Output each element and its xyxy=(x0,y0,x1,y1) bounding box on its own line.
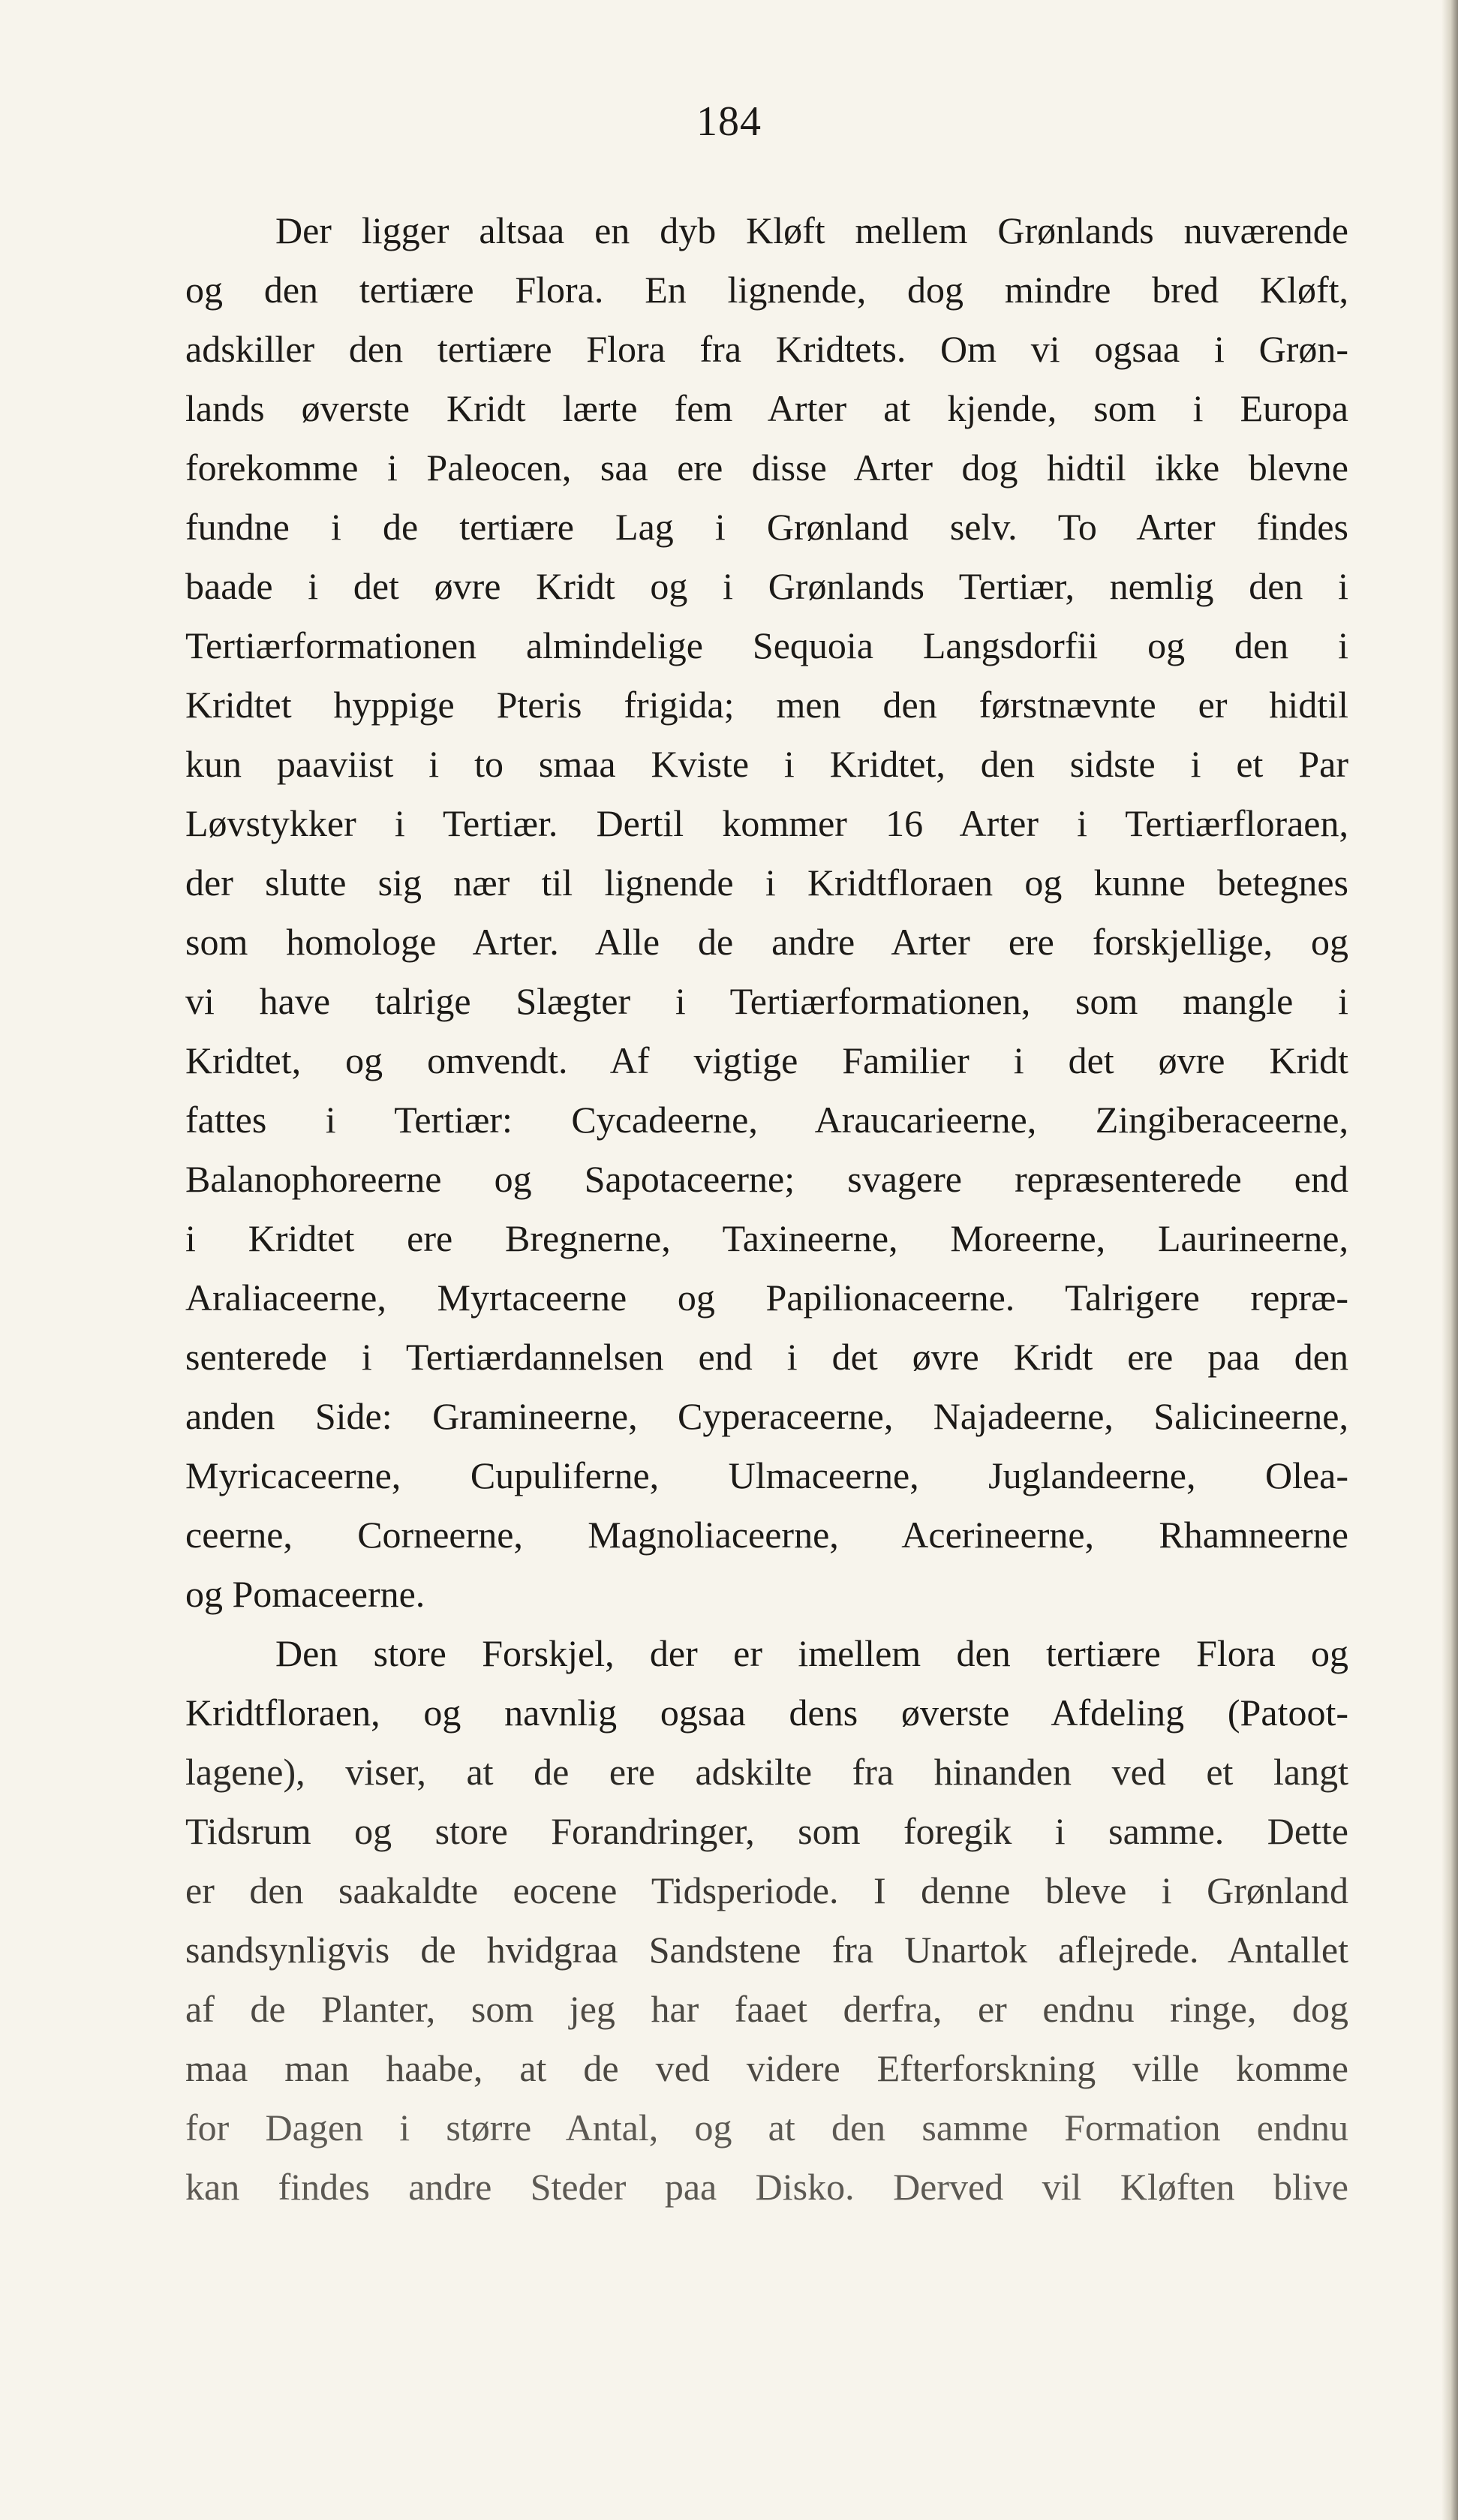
text-line: der slutte sig nær til lignende i Kridtfloraen og kunne betegnes xyxy=(185,862,1348,904)
page-number: 184 xyxy=(696,98,762,145)
text-line: Kridtet, og omvendt. Af vigtige Familier i det øvre Kridt xyxy=(185,1039,1348,1081)
text-line: er den saakaldte eocene Tidsperiode. I denne bleve i Grønland xyxy=(185,1869,1348,1911)
text-line: senterede i Tertiærdannelsen end i det øvre Kridt ere paa den xyxy=(185,1336,1348,1378)
text-line: Løvstykker i Tertiær. Dertil kommer 16 Arter i Tertiærfloraen, xyxy=(185,802,1348,844)
text-line: Tidsrum og store Forandringer, som foregik i samme. Dette xyxy=(185,1810,1348,1852)
text-line: for Dagen i større Antal, og at den samme Formation endnu xyxy=(185,2107,1348,2149)
text-line: Kridtet hyppige Pteris frigida; men den førstnævnte er hidtil xyxy=(185,684,1348,726)
paragraph-1 xyxy=(185,201,1348,1624)
body-text xyxy=(185,201,1348,2217)
text-line: Den store Forskjel, der er imellem den tertiære Flora og xyxy=(275,1632,1348,1674)
text-line: fattes i Tertiær: Cycadeerne, Araucarieerne, Zingiberaceerne, xyxy=(185,1099,1348,1141)
text-line: Araliaceerne, Myrtaceerne og Papilionaceerne. Talrigere repræ- xyxy=(185,1277,1348,1319)
text-line: lands øverste Kridt lærte fem Arter at kjende, som i Europa xyxy=(185,387,1348,429)
text-line: og Pomaceerne. xyxy=(185,1573,425,1615)
text-line: som homologe Arter. Alle de andre Arter ere forskjellige, og xyxy=(185,921,1348,963)
paragraph-2 xyxy=(185,1624,1348,2217)
text-line: kun paaviist i to smaa Kviste i Kridtet, den sidste i et Par xyxy=(185,743,1348,785)
text-line: Myricaceerne, Cupuliferne, Ulmaceerne, Juglandeerne, Olea- xyxy=(185,1454,1348,1496)
text-line: forekomme i Paleocen, saa ere disse Arter dog hidtil ikke blevne xyxy=(185,447,1348,489)
text-line: Der ligger altsaa en dyb Kløft mellem Grønlands nuværende xyxy=(275,209,1348,251)
text-line: ceerne, Corneerne, Magnoliaceerne, Acerineerne, Rhamneerne xyxy=(185,1514,1348,1556)
page-edge-shadow xyxy=(1441,0,1458,2520)
text-line: lagene), viser, at de ere adskilte fra hinanden ved et langt xyxy=(185,1751,1348,1793)
text-line: Balanophoreerne og Sapotaceerne; svagere repræsenterede end xyxy=(185,1158,1348,1200)
text-line: i Kridtet ere Bregnerne, Taxineerne, Moreerne, Laurineerne, xyxy=(185,1217,1348,1259)
text-line: baade i det øvre Kridt og i Grønlands Tertiær, nemlig den i xyxy=(185,565,1348,607)
text-line: maa man haabe, at de ved videre Efterforskning ville komme xyxy=(185,2047,1348,2089)
text-line: vi have talrige Slægter i Tertiærformationen, som mangle i xyxy=(185,980,1348,1022)
text-line: fundne i de tertiære Lag i Grønland selv. To Arter findes xyxy=(185,506,1348,548)
text-line: Tertiærformationen almindelige Sequoia Langsdorfii og den i xyxy=(185,624,1348,666)
text-line: anden Side: Gramineerne, Cyperaceerne, Najadeerne, Salicineerne, xyxy=(185,1395,1348,1437)
text-line: og den tertiære Flora. En lignende, dog mindre bred Kløft, xyxy=(185,269,1348,311)
text-line: Kridtfloraen, og navnlig ogsaa dens øverste Afdeling (Patoot- xyxy=(185,1692,1348,1734)
text-line: af de Planter, som jeg har faaet derfra, er endnu ringe, dog xyxy=(185,1988,1348,2030)
text-line: kan findes andre Steder paa Disko. Derved vil Kløften blive xyxy=(185,2166,1348,2208)
text-line: sandsynligvis de hvidgraa Sandstene fra Unartok aflejrede. Antallet xyxy=(185,1929,1348,1971)
text-line: adskiller den tertiære Flora fra Kridtets. Om vi ogsaa i Grøn- xyxy=(185,328,1348,370)
